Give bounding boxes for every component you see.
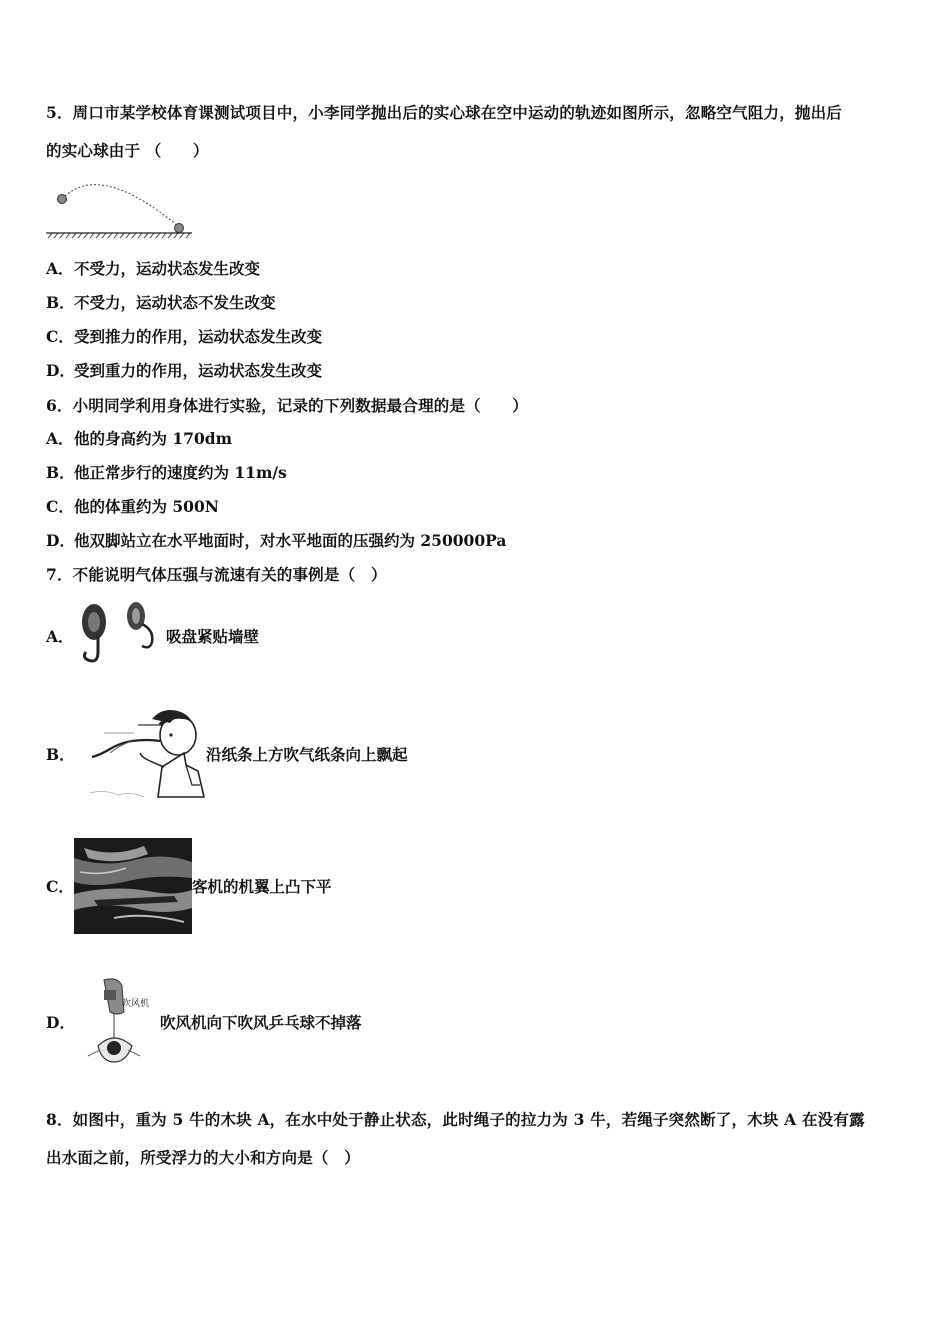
option-letter: A． xyxy=(46,259,74,278)
q6-option-d xyxy=(46,529,506,551)
q6-option-b xyxy=(46,461,287,483)
q6-option-c xyxy=(46,495,219,517)
q5-option-c xyxy=(46,325,322,347)
option-letter: C． xyxy=(46,497,74,516)
option-text: 吹风机向下吹风乒乓球不掉落 xyxy=(160,1013,362,1032)
option-text: 他的身高约为 170dm xyxy=(74,429,232,448)
option-letter: D． xyxy=(46,1013,75,1032)
q5-option-a xyxy=(46,257,260,279)
option-letter: B． xyxy=(46,745,75,764)
option-letter: B． xyxy=(46,293,75,312)
option-text: 他正常步行的速度约为 11m/s xyxy=(74,463,287,482)
option-text: 沿纸条上方吹气纸条向上飘起 xyxy=(206,745,408,764)
q8-stem-line2: 出水面之前，所受浮力的大小和方向是（ ） xyxy=(46,1148,361,1167)
option-letter: A． xyxy=(46,429,74,448)
option-text: 不受力，运动状态发生改变 xyxy=(74,259,261,278)
option-text: 他的体重约为 500N xyxy=(74,497,219,516)
hair-dryer-ball-icon xyxy=(74,976,160,1068)
q7-stem: 7．不能说明气体压强与流速有关的事例是（ ） xyxy=(46,565,387,584)
q5-option-b xyxy=(46,291,276,313)
q7-option-d xyxy=(46,976,362,1068)
option-letter: D． xyxy=(46,531,75,550)
q7-option-a xyxy=(46,600,259,672)
q5-option-d xyxy=(46,359,322,381)
suction-cup-hooks-icon xyxy=(74,600,166,672)
dryer-label: 吹风机 xyxy=(122,999,150,1009)
option-letter: B． xyxy=(46,463,75,482)
option-text: 他双脚站立在水平地面时，对水平地面的压强约为 250000Pa xyxy=(74,531,507,550)
option-letter: A． xyxy=(46,627,74,646)
option-text: 吸盘紧贴墙壁 xyxy=(166,627,260,646)
boy-blowing-paper-icon xyxy=(74,705,206,803)
option-letter: C． xyxy=(46,327,74,346)
q5-stem-line1: 5．周口市某学校体育课测试项目中，小李同学抛出后的实心球在空中运动的轨迹如图所示，忽略空气阻力，抛出后 xyxy=(46,103,842,122)
option-text: 受到重力的作用，运动状态发生改变 xyxy=(74,361,323,380)
option-text: 不受力，运动状态不发生改变 xyxy=(74,293,276,312)
q7-option-c xyxy=(46,838,332,934)
option-text: 客机的机翼上凸下平 xyxy=(192,877,332,896)
option-letter: C． xyxy=(46,877,74,896)
q7-option-b xyxy=(46,705,408,803)
ball-trajectory-figure xyxy=(44,172,196,240)
option-letter: D． xyxy=(46,361,75,380)
q6-option-a xyxy=(46,427,232,449)
q8-stem-line1: 8．如图中，重为 5 牛的木块 A，在水中处于静止状态，此时绳子的拉力为 3 牛，若绳子突然断了，木块 A 在没有露 xyxy=(46,1110,865,1129)
q5-stem-line2: 的实心球由于 （ ） xyxy=(46,141,209,160)
airplane-wing-photo-icon xyxy=(74,838,192,934)
option-text: 受到推力的作用，运动状态发生改变 xyxy=(74,327,323,346)
q6-stem: 6．小明同学利用身体进行实验，记录的下列数据最合理的是（ ） xyxy=(46,396,528,415)
trajectory-icon xyxy=(44,172,196,240)
